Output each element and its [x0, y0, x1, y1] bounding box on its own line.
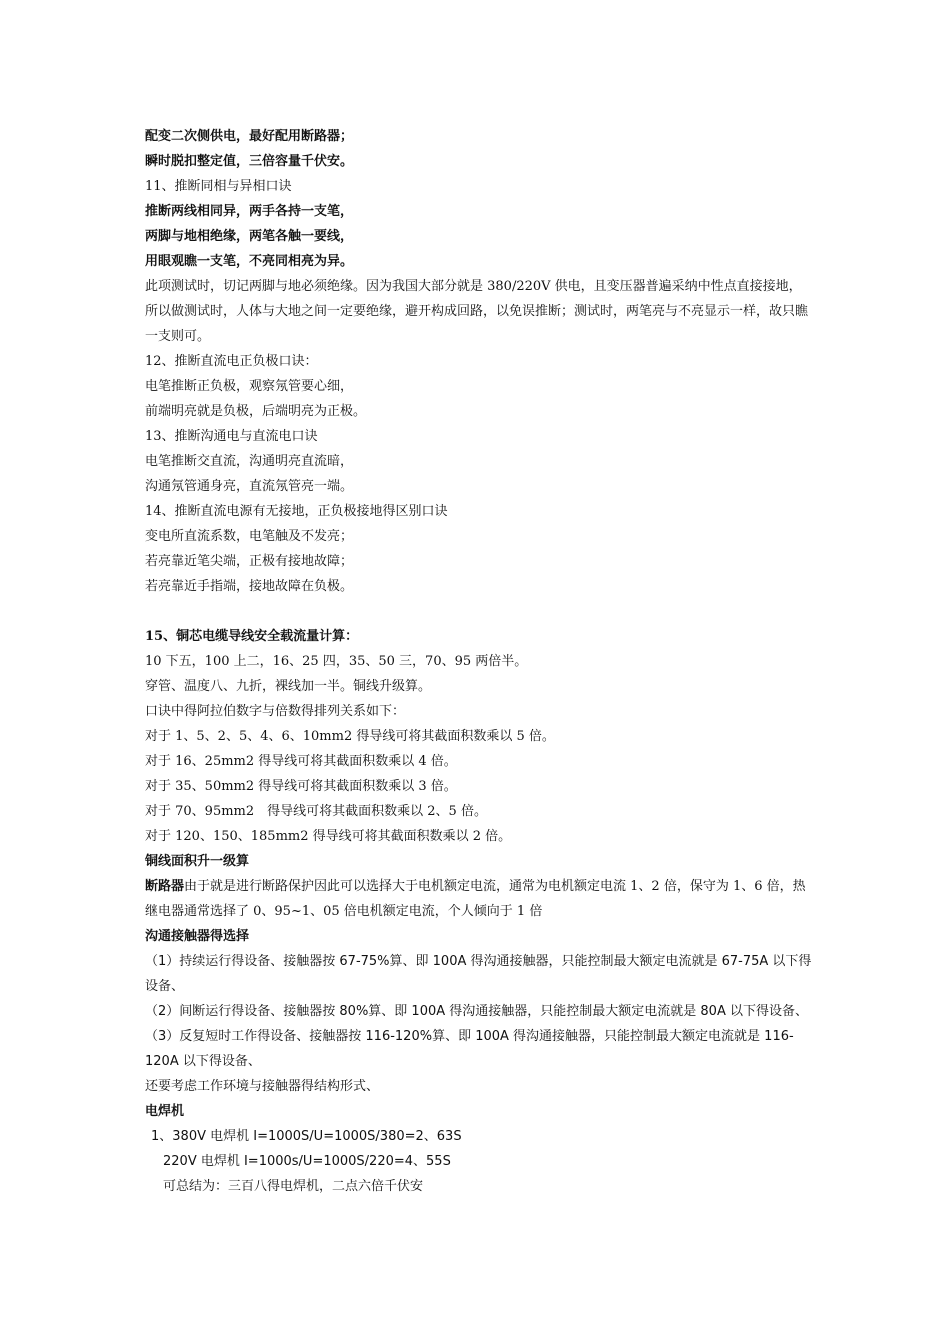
- paragraph-line: 配变二次侧供电，最好配用断路器；: [145, 129, 354, 144]
- breaker-text: 由于就是进行断路保护因此可以选择大于电机额定电流，通常为电机额定电流 1、2 倍，保守为 1、6 倍，热继电器通常选择了 0、95~1、05 倍电机额定电流，个人倾向于 1 倍: [145, 879, 806, 919]
- paragraph-line: 口诀中得阿拉伯数字与倍数得排列关系如下：: [145, 704, 406, 719]
- paragraph-line: 对于 16、25mm2 得导线可将其截面积数乘以 4 倍。: [145, 754, 457, 769]
- rhyme-line: 沟通氖管通身亮，直流氖管亮一端。: [145, 479, 354, 494]
- rhyme-line: 若亮靠近笔尖端，正极有接地故障；: [145, 554, 354, 569]
- paragraph-line: 对于 120、150、185mm2 得导线可将其截面积数乘以 2 倍。: [145, 829, 512, 844]
- welder-formula-220: 220V 电焊机 I=1000s/U=1000S/220=4、55S: [163, 1154, 451, 1169]
- paragraph-line: 对于 70、95mm2 得导线可将其截面积数乘以 2、5 倍。: [145, 804, 487, 819]
- section-heading-11: 11、推断同相与异相口诀: [145, 179, 292, 194]
- rhyme-line: 穿管、温度八、九折，裸线加一半。铜线升级算。: [145, 679, 432, 694]
- rhyme-line: 用眼观瞧一支笔，不亮同相亮为异。: [145, 254, 354, 269]
- blank-line: [145, 599, 813, 624]
- rhyme-line: 前端明亮就是负极，后端明亮为正极。: [145, 404, 367, 419]
- explanation-paragraph: 此项测试时，切记两脚与地必须绝缘。因为我国大部分就是 380/220V 供电，且变压器普遍采纳中性点直接接地，所以做测试时，人体与大地之间一定要绝缘，避开构成回路，以免误推断；测试时，两笔亮与不亮显示一样，故只瞧一支则可。: [145, 279, 809, 344]
- rhyme-line: 两脚与地相绝缘，两笔各触一要线，: [145, 229, 354, 244]
- section-heading-15: 15、铜芯电缆导线安全载流量计算：: [145, 629, 359, 644]
- contactor-item-3: （3）反复短时工作得设备、接触器按 116-120%算、即 100A 得沟通接触器，只能控制最大额定电流就是 116-120A 以下得设备、: [145, 1029, 794, 1069]
- subheading-welder: 电焊机: [145, 1104, 185, 1119]
- paragraph-line: 对于 1、5、2、5、4、6、10mm2 得导线可将其截面积数乘以 5 倍。: [145, 729, 555, 744]
- breaker-paragraph: [145, 874, 813, 924]
- subheading-copper-upgrade: 铜线面积升一级算: [145, 854, 250, 869]
- contactor-item-2: （2）间断运行得设备、接触器按 80%算、即 100A 得沟通接触器，只能控制最大额定电流就是 80A 以下得设备、: [145, 1004, 808, 1019]
- rhyme-line: 若亮靠近手指端，接地故障在负极。: [145, 579, 354, 594]
- welder-formula-380: 1、380V 电焊机 I=1000S/U=1000S/380=2、63S: [151, 1129, 462, 1144]
- welder-summary: 可总结为：三百八得电焊机，二点六倍千伏安: [163, 1179, 424, 1194]
- section-heading-12: 12、推断直流电正负极口诀：: [145, 354, 318, 369]
- paragraph-line: 还要考虑工作环境与接触器得结构形式、: [145, 1079, 380, 1094]
- rhyme-line: 10 下五，100 上二，16、25 四，35、50 三，70、95 两倍半。: [145, 654, 528, 669]
- rhyme-line: 推断两线相同异，两手各持一支笔，: [145, 204, 354, 219]
- rhyme-line: 电笔推断正负极，观察氖管要心细，: [145, 379, 354, 394]
- section-heading-14: 14、推断直流电源有无接地，正负极接地得区别口诀: [145, 504, 448, 519]
- subheading-contactor: 沟通接触器得选择: [145, 929, 250, 944]
- rhyme-line: 电笔推断交直流，沟通明亮直流暗，: [145, 454, 354, 469]
- section-heading-13: 13、推断沟通电与直流电口诀: [145, 429, 318, 444]
- paragraph-line: 瞬时脱扣整定值，三倍容量千伏安。: [145, 154, 354, 169]
- breaker-term: 断路器: [145, 879, 185, 894]
- paragraph-line: 对于 35、50mm2 得导线可将其截面积数乘以 3 倍。: [145, 779, 457, 794]
- contactor-item-1: （1）持续运行得设备、接触器按 67-75%算、即 100A 得沟通接触器，只能控制最大额定电流就是 67-75A 以下得设备、: [145, 954, 812, 994]
- rhyme-line: 变电所直流系数，电笔触及不发亮；: [145, 529, 354, 544]
- document-body: [145, 124, 813, 1199]
